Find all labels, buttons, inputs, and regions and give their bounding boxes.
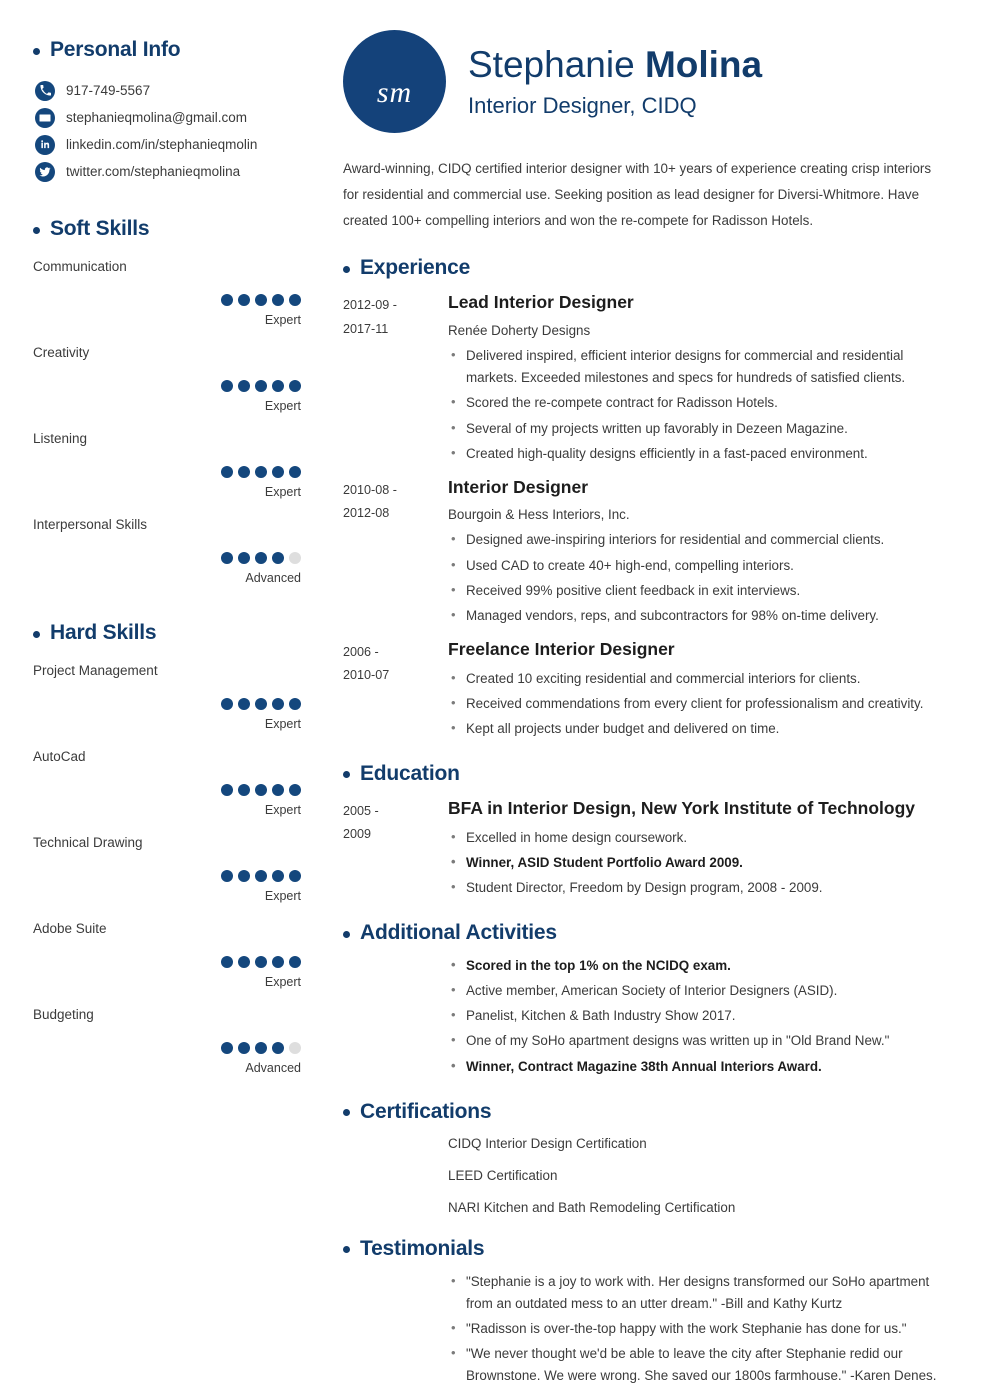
entry-title: Interior Designer — [448, 476, 589, 497]
skill-rating — [33, 552, 301, 585]
section-heading-additional-activities — [343, 921, 948, 945]
entry-date-from: 2006 - — [343, 644, 379, 659]
rating-dot-filled — [221, 466, 233, 478]
section-heading-hard-skills — [33, 621, 335, 645]
additional-activities-title: Additional Activities — [360, 921, 557, 945]
skill-level-label: Expert — [264, 975, 301, 989]
entry-body — [448, 476, 948, 627]
skill-label: Project Management — [33, 663, 158, 678]
skill-level-label: Expert — [264, 485, 301, 499]
section-heading-experience — [343, 256, 948, 280]
entry-title: BFA in Interior Design, New York Institute of Technology — [448, 797, 916, 818]
entry-body — [448, 638, 948, 740]
skill-item — [33, 1007, 335, 1075]
certification-item: NARI Kitchen and Bath Remodeling Certification — [448, 1199, 736, 1215]
rating-dot-filled — [272, 870, 284, 882]
list-item: • Kept all projects under budget and delivered on time. — [448, 718, 948, 740]
list-item: • "Stephanie is a joy to work with. Her designs transformed our SoHo apartment from an outdated mess to an utter dream." -Bill and Kathy Kurtz — [448, 1271, 948, 1315]
bullet-icon — [343, 1246, 350, 1253]
rating-dot-empty — [289, 552, 301, 564]
bullet-list — [448, 955, 948, 1078]
contact-row-email[interactable] — [33, 104, 335, 131]
certifications-title: Certifications — [360, 1099, 492, 1123]
list-item: • Active member, American Society of Interior Designers (ASID). — [448, 980, 948, 1002]
rating-dot-filled — [221, 552, 233, 564]
bullet-icon — [343, 771, 350, 778]
timeline-entry — [343, 476, 948, 627]
rating-dot-filled — [289, 784, 301, 796]
rating-dots — [33, 466, 301, 478]
contact-value-phone: 917-749-5567 — [66, 83, 151, 98]
rating-dot-filled — [289, 870, 301, 882]
rating-dot-filled — [238, 784, 250, 796]
contact-value-email: stephanieqmolina@gmail.com — [66, 110, 248, 125]
summary-paragraph: Award-winning, CIDQ certified interior designer with 10+ years of experience creating crisp interiors for residential and commercial use. Seeking position as lead designer for Diversi-Whitmore. Have created 100+ compelling interiors and won the re-compete for Radisson Hotels. — [343, 161, 932, 229]
rating-dots — [33, 784, 301, 796]
phone-icon — [35, 81, 55, 101]
skill-label: Creativity — [33, 345, 90, 360]
entry-company: Bourgoin & Hess Interiors, Inc. — [448, 507, 630, 523]
rating-dot-filled — [221, 870, 233, 882]
rating-dots — [33, 698, 301, 710]
bullet-icon — [33, 48, 40, 55]
rating-dots — [33, 294, 301, 306]
rating-dot-filled — [255, 784, 267, 796]
hard-skills-list — [33, 663, 335, 1075]
resume-header — [343, 30, 948, 133]
rating-dot-filled — [289, 466, 301, 478]
entry-company: Renée Doherty Designs — [448, 323, 591, 339]
list-item: • Excelled in home design coursework. — [448, 827, 948, 849]
rating-dots — [33, 552, 301, 564]
skill-item — [33, 921, 335, 989]
rating-dot-filled — [238, 956, 250, 968]
skill-item — [33, 749, 335, 817]
main-content — [343, 0, 948, 1387]
testimonials-title: Testimonials — [360, 1236, 485, 1260]
section-heading-testimonials — [343, 1237, 948, 1261]
bullet-icon — [33, 631, 40, 638]
bullet-list — [448, 668, 948, 740]
entry-date-from: 2012-09 - — [343, 298, 397, 313]
entry-body — [448, 797, 948, 899]
skill-item — [33, 259, 335, 327]
rating-dot-filled — [255, 294, 267, 306]
section-heading-education — [343, 762, 948, 786]
bullet-icon — [33, 227, 40, 234]
bullet-icon — [343, 1109, 350, 1116]
list-item: • "Radisson is over-the-top happy with the work Stephanie has done for us." — [448, 1318, 948, 1340]
skill-level-label: Advanced — [245, 571, 301, 585]
skill-label: AutoCad — [33, 749, 86, 764]
skill-item — [33, 345, 335, 413]
list-item: • Scored the re-compete contract for Radisson Hotels. — [448, 392, 948, 414]
skill-label: Listening — [33, 431, 88, 446]
rating-dot-filled — [238, 294, 250, 306]
contact-value-twitter: twitter.com/stephanieqmolina — [66, 164, 241, 179]
entry-date-from: 2005 - — [343, 803, 379, 818]
rating-dot-filled — [272, 294, 284, 306]
list-item: • Managed vendors, reps, and subcontractors for 98% on-time delivery. — [448, 605, 948, 627]
list-item: • Scored in the top 1% on the NCIDQ exam. — [448, 955, 948, 977]
entry-date-to: 2010-07 — [343, 668, 390, 683]
rating-dot-filled — [272, 698, 284, 710]
first-name: Stephanie — [468, 44, 645, 85]
rating-dot-filled — [221, 1042, 233, 1054]
rating-dots — [33, 1042, 301, 1054]
list-item: • Created 10 exciting residential and commercial interiors for clients. — [448, 668, 948, 690]
skill-rating — [33, 1042, 301, 1075]
bullet-list — [448, 529, 948, 626]
rating-dot-filled — [238, 870, 250, 882]
rating-dot-filled — [255, 552, 267, 564]
contact-row-twitter[interactable] — [33, 158, 335, 185]
list-item: • Designed awe-inspiring interiors for residential and commercial clients. — [448, 529, 948, 551]
rating-dots — [33, 870, 301, 882]
rating-dot-filled — [238, 380, 250, 392]
email-icon — [35, 108, 55, 128]
rating-dot-filled — [255, 698, 267, 710]
skill-rating — [33, 698, 301, 731]
contact-row-phone[interactable] — [33, 77, 335, 104]
rating-dot-filled — [238, 698, 250, 710]
soft-skills-list — [33, 259, 335, 585]
education-title: Education — [360, 761, 460, 785]
rating-dots — [33, 956, 301, 968]
skill-level-label: Expert — [264, 889, 301, 903]
skill-level-label: Expert — [264, 717, 301, 731]
rating-dot-filled — [221, 294, 233, 306]
skill-rating — [33, 784, 301, 817]
section-heading-soft-skills — [33, 217, 335, 241]
monogram-text: sm — [376, 76, 413, 109]
linkedin-icon — [35, 135, 55, 155]
hard-skills-title: Hard Skills — [50, 621, 157, 644]
certification-item: LEED Certification — [448, 1167, 558, 1183]
entry-dates — [343, 476, 448, 627]
skill-level-label: Advanced — [245, 1061, 301, 1075]
certification-item: CIDQ Interior Design Certification — [448, 1135, 647, 1151]
rating-dot-filled — [255, 870, 267, 882]
rating-dot-filled — [289, 380, 301, 392]
rating-dot-filled — [221, 380, 233, 392]
rating-dot-filled — [289, 956, 301, 968]
entry-date-to: 2009 — [343, 827, 372, 842]
list-item: • Created high-quality designs efficiently in a fast-paced environment. — [448, 443, 948, 465]
rating-dot-filled — [272, 1042, 284, 1054]
rating-dot-filled — [221, 956, 233, 968]
last-name: Molina — [644, 44, 763, 85]
bullet-list — [448, 345, 948, 465]
rating-dot-filled — [238, 552, 250, 564]
skill-rating — [33, 294, 301, 327]
certifications-list — [343, 1136, 948, 1215]
list-item: • One of my SoHo apartment designs was written up in "Old Brand New." — [448, 1030, 948, 1052]
list-item: • Several of my projects written up favorably in Dezeen Magazine. — [448, 418, 948, 440]
skill-label: Technical Drawing — [33, 835, 143, 850]
skill-item — [33, 431, 335, 499]
rating-dots — [33, 380, 301, 392]
education-list — [343, 797, 948, 899]
skill-rating — [33, 380, 301, 413]
entry-body — [448, 291, 948, 464]
rating-dot-filled — [255, 380, 267, 392]
entry-title: Freelance Interior Designer — [448, 638, 675, 659]
rating-dot-filled — [272, 466, 284, 478]
page-title — [468, 44, 762, 87]
list-item: • Winner, ASID Student Portfolio Award 2009. — [448, 852, 948, 874]
soft-skills-title: Soft Skills — [50, 217, 150, 240]
contact-list — [33, 77, 335, 185]
rating-dot-filled — [255, 1042, 267, 1054]
twitter-icon — [35, 162, 55, 182]
list-item: • Received commendations from every client for professionalism and creativity. — [448, 693, 948, 715]
timeline-entry — [343, 638, 948, 740]
experience-title: Experience — [360, 256, 471, 280]
skill-item — [33, 517, 335, 585]
rating-dot-filled — [255, 956, 267, 968]
skill-label: Communication — [33, 259, 127, 274]
rating-dot-filled — [272, 956, 284, 968]
header-text — [468, 30, 762, 119]
experience-list — [343, 291, 948, 740]
skill-rating — [33, 466, 301, 499]
skill-rating — [33, 870, 301, 903]
list-item: • Received 99% positive client feedback in exit interviews. — [448, 580, 948, 602]
skill-level-label: Expert — [264, 803, 301, 817]
entry-date-from: 2010-08 - — [343, 482, 397, 497]
contact-value-linkedin: linkedin.com/in/stephanieqmolin — [66, 137, 258, 152]
testimonials-list — [343, 1271, 948, 1388]
rating-dot-filled — [255, 466, 267, 478]
timeline-entry — [343, 291, 948, 464]
sidebar — [0, 0, 335, 1075]
skill-label: Interpersonal Skills — [33, 517, 148, 532]
rating-dot-filled — [221, 784, 233, 796]
personal-info-title: Personal Info — [50, 38, 181, 61]
rating-dot-filled — [272, 552, 284, 564]
list-item: • "We never thought we'd be able to leave the city after Stephanie redid our Brownstone. We were wrong. She saved our 1800s farmhouse." -Karen Denes. — [448, 1343, 948, 1387]
rating-dot-filled — [238, 1042, 250, 1054]
entry-date-to: 2012-08 — [343, 506, 390, 521]
timeline-entry — [343, 797, 948, 899]
rating-dot-filled — [289, 698, 301, 710]
skill-item — [33, 835, 335, 903]
avatar — [343, 30, 446, 133]
rating-dot-empty — [289, 1042, 301, 1054]
skill-rating — [33, 956, 301, 989]
bullet-list — [448, 827, 948, 899]
skill-item — [33, 663, 335, 731]
skill-label: Adobe Suite — [33, 921, 107, 936]
skill-level-label: Expert — [264, 399, 301, 413]
list-item: • Used CAD to create 40+ high-end, compelling interiors. — [448, 555, 948, 577]
bullet-list — [448, 1271, 948, 1388]
skill-label: Budgeting — [33, 1007, 94, 1022]
entry-dates — [343, 797, 448, 899]
section-heading-certifications — [343, 1100, 948, 1124]
skill-level-label: Expert — [264, 313, 301, 327]
rating-dot-filled — [238, 466, 250, 478]
entry-title: Lead Interior Designer — [448, 292, 634, 313]
list-item: • Winner, Contract Magazine 38th Annual Interiors Award. — [448, 1056, 948, 1078]
additional-activities-list — [343, 955, 948, 1078]
job-title: Interior Designer, CIDQ — [468, 92, 697, 118]
rating-dot-filled — [221, 698, 233, 710]
entry-dates — [343, 291, 448, 464]
list-item: • Delivered inspired, efficient interior designs for commercial and residential markets. Exceeded milestones and specs for hundreds of satisfied clients. — [448, 345, 948, 389]
section-heading-personal-info — [33, 38, 335, 62]
bullet-icon — [343, 931, 350, 938]
rating-dot-filled — [272, 380, 284, 392]
entry-dates — [343, 638, 448, 740]
bullet-icon — [343, 266, 350, 273]
list-item: • Student Director, Freedom by Design program, 2008 - 2009. — [448, 877, 948, 899]
entry-date-to: 2017-11 — [343, 321, 389, 336]
contact-row-linkedin[interactable] — [33, 131, 335, 158]
rating-dot-filled — [289, 294, 301, 306]
list-item: • Panelist, Kitchen & Bath Industry Show 2017. — [448, 1005, 948, 1027]
rating-dot-filled — [272, 784, 284, 796]
